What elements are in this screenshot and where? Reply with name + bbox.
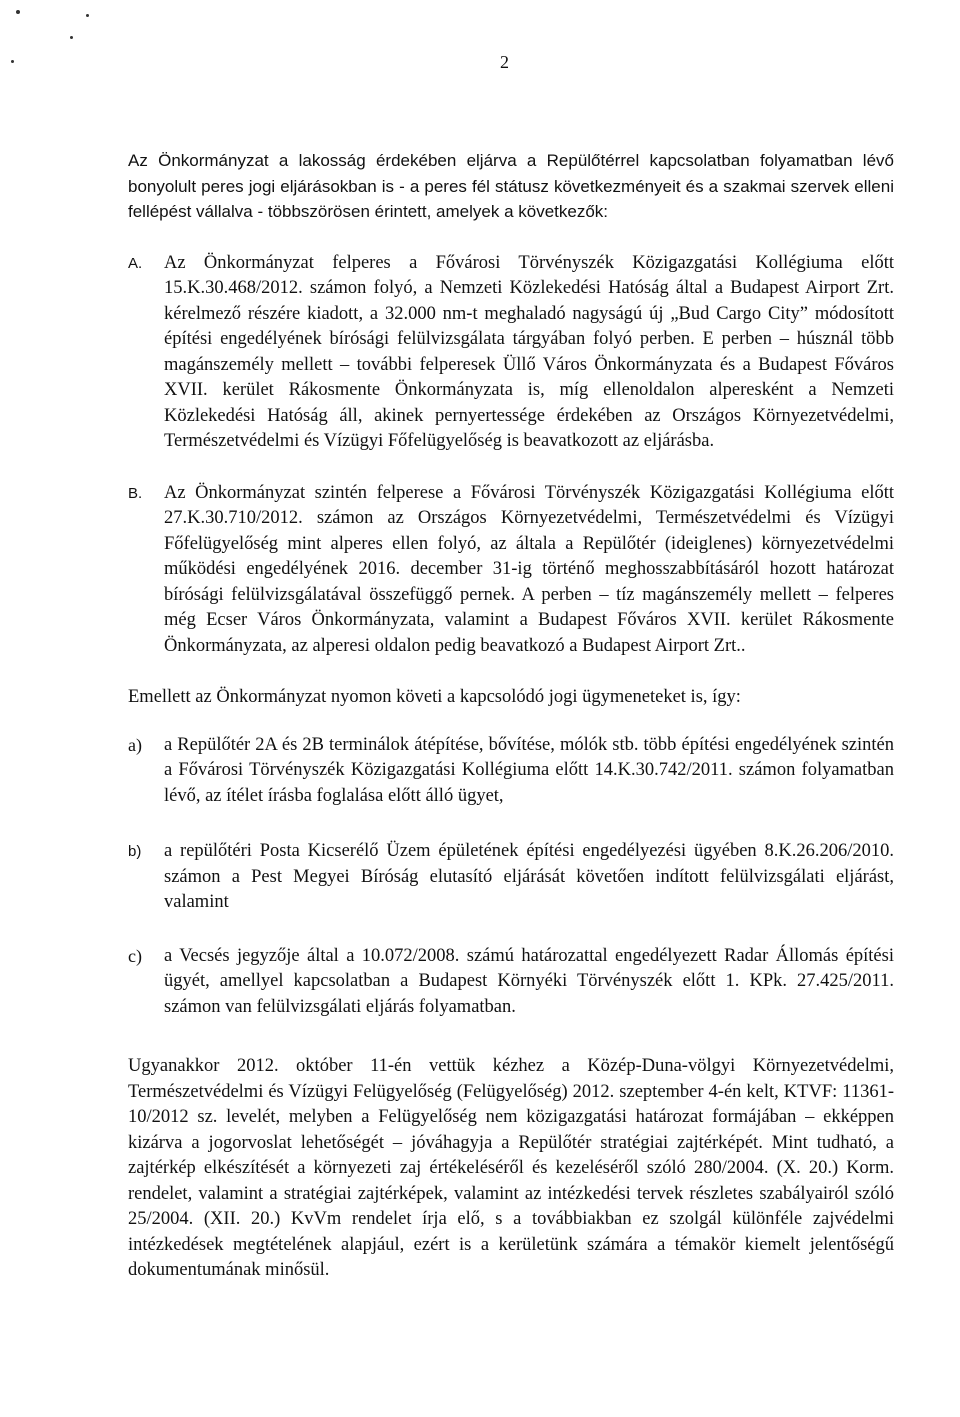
intro-paragraph: Az Önkormányzat a lakosság érdekében eljárva a Repülőtérrel kapcsolatban folyamatban lévő bonyolult peres jogi eljárásokban is - a peres fél státusz következményeit és a szakmai szervek elleni fellépést vállalva - többszörösen érintett, amelyek a következők:	[128, 151, 894, 221]
case-text: Az Önkormányzat felperes a Fővárosi Törvényszék Közigazgatási Kollégiuma előtt 15.K.30.468/2012. számon folyó, a Nemzeti Közlekedési Hatóság által a Budapest Airport Zrt. kérelmező részére kiadott, a 32.000 nm-t meghaladó nagyságú új „Bud Cargo City” módosított építési engedélyének bírósági felülvizsgálata tárgyában folyó perben. E perben – húsznál több magánszemély mellett – további felperesek Üllő Város Önkormányzata és a Budapest Főváros XVII. kerület Rákosmente Önkormányzata is, míg ellenoldalon alperesként a Nemzeti Közlekedési Hatóság áll, akinek pernyertessége érdekében az Országos Környezetvédelmi, Természetvédelmi és Vízügyi Főfelügyelőség is beavatkozott az eljárásba.	[164, 252, 894, 451]
subitem-marker: b)	[128, 843, 142, 860]
emellett-paragraph: Emellett az Önkormányzat nyomon követi a kapcsolódó jogi ügymeneteket is, így:	[128, 687, 741, 707]
closing-paragraph: Ugyanakkor 2012. október 11-én vettük kézhez a Közép-Duna-völgyi Környezetvédelmi, Természetvédelmi és Vízügyi Felügyelőség (Felügyelőség) 2012. szeptember 4-én kelt, KTVF: 11361-10/2012 sz. levelét, melyben a Felügyelőség nem közigazgatási határozat formájában – ekképpen kizárva a jogorvoslat lehetőségét – jóváhagyja a Repülőtér stratégiai zajtérképét. Mint tudható, a zajtérkép elkészítését a környezeti zaj értékeléséről és kezeléséről szóló 280/2004. (X. 20.) Korm. rendelet, valamint a stratégiai zajtérképek, valamint az intézkedési tervek részletes szabályairól szóló 25/2004. (XII. 20.) KvVm rendelet írja elő, s a továbbiakban ez szolgál különféle zajvédelmi intézkedések megtételének alapjául, ezért is a kerületünk számára a témakör kiemelt jelentőségű dokumentumának minősül.	[128, 1056, 894, 1280]
case-item-b	[128, 481, 894, 660]
case-item-a	[128, 251, 894, 455]
subitem-a	[128, 733, 894, 810]
subitem-b	[128, 839, 894, 916]
subitem-text: a repülőtéri Posta Kicserélő Üzem épületének építési engedélyezési ügyében 8.K.26.206/2010. számon a Pest Megyei Bíróság elutasító eljárását követően indított felülvizsgálati eljárást, valamint	[164, 841, 894, 912]
subitem-text: a Repülőtér 2A és 2B terminálok átépítése, bővítése, mólók stb. több építési engedélyének szintén a Fővárosi Törvényszék Közigazgatási Kollégiuma előtt 14.K.30.742/2011. számon folyamatban lévő, az ítélet írásba foglalása előtt álló ügyet,	[164, 734, 894, 806]
page-number: 2	[500, 52, 509, 72]
subitem-marker: a)	[128, 734, 142, 755]
subitem-text: a Vecsés jegyzője által a 10.072/2008. számú határozattal engedélyezett Radar Állomás építési ügyét, amellyel kapcsolatban a Budapest Környéki Törvényszék előtt 1. KPk. 27.425/2011. számon van felülvizsgálati eljárás folyamatban.	[164, 945, 894, 1017]
case-marker: A.	[128, 254, 143, 272]
case-text: Az Önkormányzat szintén felperese a Fővárosi Törvényszék Közigazgatási Kollégiuma előtt 27.K.30.710/2012. számon az Országos Környezetvédelmi, Természetvédelmi és Vízügyi Főfelügyelőség mint alperes ellen folyó, az általa a Repülőtér (ideiglenes) környezetvédelmi működési engedélyének 2016. december 31-ig történő meghosszabbításáról hozott határozat bírósági felülvizsgálatával összefüggő pernek. A perben – tíz magánszemély mellett – felperes még Ecser Város Önkormányzata, valamint a Budapest Főváros XVII. kerület Rákosmente Önkormányzata, az alperesi oldalon pedig beavatkozó a Budapest Airport Zrt..	[164, 482, 894, 656]
document-body	[128, 148, 894, 1284]
case-marker: B.	[128, 484, 143, 502]
subitem-marker: c)	[128, 945, 142, 966]
subitem-c	[128, 944, 894, 1021]
